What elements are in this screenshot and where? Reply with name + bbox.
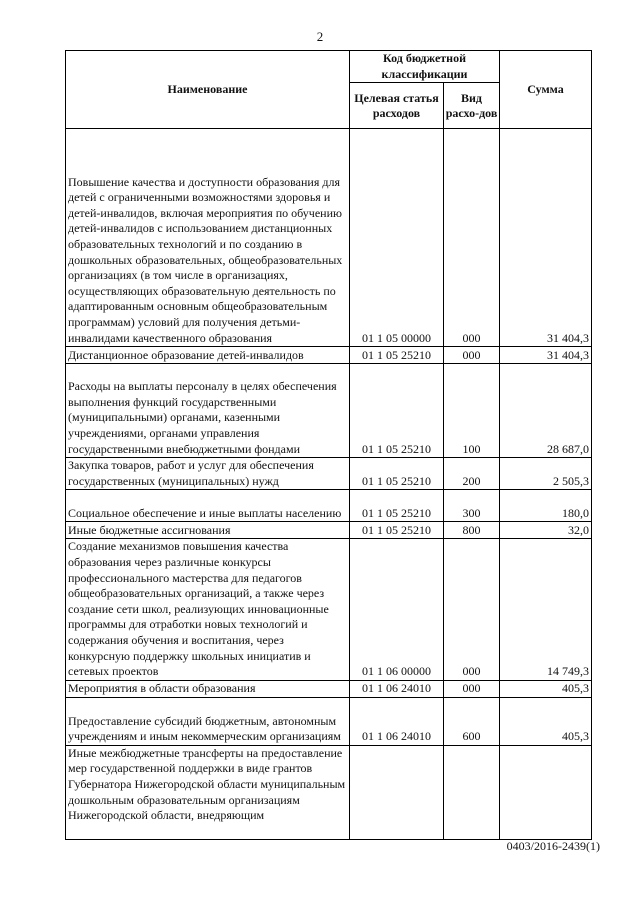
row-sum: 405,3: [500, 680, 592, 697]
row-type: 000: [444, 129, 500, 347]
row-sum: 14 749,3: [500, 539, 592, 680]
header-sum: Сумма: [500, 51, 592, 129]
row-type: 600: [444, 697, 500, 745]
header-type: Вид расхо-дов: [444, 83, 500, 129]
table-row: [66, 347, 592, 364]
row-sum: [500, 745, 592, 839]
row-sum: 180,0: [500, 490, 592, 522]
row-code: 01 1 05 25210: [350, 490, 444, 522]
row-sum: 2 505,3: [500, 458, 592, 490]
row-type: 000: [444, 680, 500, 697]
row-name: Иные бюджетные ассигнования: [66, 522, 350, 539]
table-row: [66, 364, 592, 458]
row-name: Расходы на выплаты персоналу в целях обеспечения выполнения функций государственными (муниципальными) органами, казенными учреждениями, органами управления государственными внебюджетными фондами: [66, 364, 350, 458]
table-row: [66, 458, 592, 490]
row-code: [350, 745, 444, 839]
table-row: [66, 697, 592, 745]
row-code: 01 1 05 25210: [350, 458, 444, 490]
table-row: [66, 129, 592, 347]
row-code: 01 1 06 00000: [350, 539, 444, 680]
header-name: Наименование: [66, 51, 350, 129]
row-type: 100: [444, 364, 500, 458]
header-kbk: Код бюджетной классификации: [350, 51, 500, 83]
table-row: [66, 745, 592, 839]
row-type: 200: [444, 458, 500, 490]
row-name: Социальное обеспечение и иные выплаты населению: [66, 490, 350, 522]
row-name: Иные межбюджетные трансферты на предоставление мер государственной поддержки в виде грантов Губернатора Нижегородской области муниципальным дошкольным образовательным организациям Нижегородской области, внедряющим: [66, 745, 350, 839]
row-code: 01 1 05 00000: [350, 129, 444, 347]
row-code: 01 1 06 24010: [350, 697, 444, 745]
row-sum: 31 404,3: [500, 347, 592, 364]
table-row: [66, 680, 592, 697]
row-type: [444, 745, 500, 839]
budget-table: [65, 50, 592, 840]
row-sum: 405,3: [500, 697, 592, 745]
row-sum: 32,0: [500, 522, 592, 539]
document-number: 0403/2016-2439(1): [506, 839, 600, 853]
table-row: [66, 539, 592, 680]
row-name: Предоставление субсидий бюджетным, автономным учреждениям и иным некоммерческим организациям: [66, 697, 350, 745]
row-name: Дистанционное образование детей-инвалидов: [66, 347, 350, 364]
row-type: 000: [444, 539, 500, 680]
table-row: [66, 490, 592, 522]
page-number: 2: [316, 29, 324, 44]
header-target: Целевая статья расходов: [350, 83, 444, 129]
row-code: 01 1 05 25210: [350, 347, 444, 364]
row-name: Повышение качества и доступности образования для детей с ограниченными возможностями здоровья и детей-инвалидов, включая мероприятия по обучению детей-инвалидов с использованием дистанционных образовательных технологий и по созданию в дошкольных образовательных, общеобразовательных организациях (в том числе в организациях, осуществляющих образовательную деятельность по адаптированным основным общеобразовательным программам) условий для получения детьми-инвалидами качественного образования: [66, 129, 350, 347]
row-code: 01 1 05 25210: [350, 364, 444, 458]
row-name: Создание механизмов повышения качества образования через различные конкурсы профессионального мастерства для педагогов общеобразовательных организаций, а также через создание сети школ, реализующих инновационные программы для отработки новых технологий и содержания обучения и воспитания, через конкурсную поддержку школьных инициатив и сетевых проектов: [66, 539, 350, 680]
row-code: 01 1 06 24010: [350, 680, 444, 697]
table-row: [66, 522, 592, 539]
row-sum: 31 404,3: [500, 129, 592, 347]
row-name: Закупка товаров, работ и услуг для обеспечения государственных (муниципальных) нужд: [66, 458, 350, 490]
row-type: 000: [444, 347, 500, 364]
row-name: Мероприятия в области образования: [66, 680, 350, 697]
row-code: 01 1 05 25210: [350, 522, 444, 539]
row-sum: 28 687,0: [500, 364, 592, 458]
row-type: 300: [444, 490, 500, 522]
row-type: 800: [444, 522, 500, 539]
